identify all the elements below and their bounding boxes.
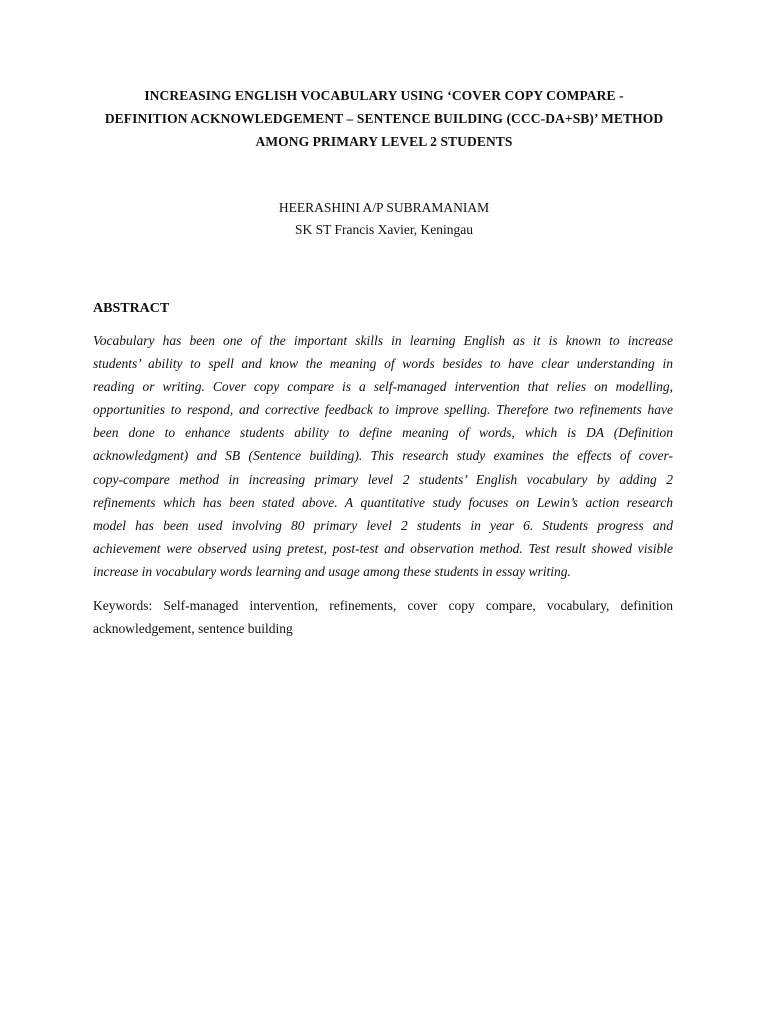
abstract-line: achievement were observed using pretest, post-test and observation method. Test result showed visible (93, 540, 673, 556)
keywords-line: acknowledgement, sentence building (93, 621, 293, 636)
keywords (93, 594, 673, 640)
abstract-line: opportunities to respond, and corrective feedback to improve spelling. Therefore two refinements have (93, 402, 673, 418)
abstract-line: students’ ability to spell and know the meaning of words besides to have clear understanding in (93, 356, 673, 372)
abstract-line: copy-compare method in increasing primary level 2 students’ English vocabulary by adding 2 (93, 471, 673, 487)
author-name: HEERASHINI A/P SUBRAMANIAM (278, 200, 490, 215)
abstract-line: increase in vocabulary words learning and usage among these students in essay writing. (93, 563, 571, 579)
abstract-line: acknowledgment) and SB (Sentence building). This research study examines the effects of cover- (93, 448, 673, 464)
paper-title (80, 84, 688, 153)
abstract-line: been done to enhance students ability to define meaning of words, which is DA (Definition (93, 425, 673, 441)
abstract-heading: ABSTRACT (93, 301, 170, 316)
keywords-line: Keywords: Self-managed intervention, refinements, cover copy compare, vocabulary, definition (93, 598, 673, 613)
abstract-line: model has been used involving 80 primary level 2 students in year 6. Students progress and (93, 517, 673, 533)
abstract-line: refinements which has been stated above. A quantitative study focuses on Lewin’s action research (93, 494, 673, 510)
title-line: AMONG PRIMARY LEVEL 2 STUDENTS (255, 134, 513, 149)
author-affiliation: SK ST Francis Xavier, Keningau (294, 222, 474, 237)
title-line: DEFINITION ACKNOWLEDGEMENT – SENTENCE BUILDING (CCC-DA+SB)’ METHOD (104, 111, 664, 126)
abstract-line: reading or writing. Cover copy compare is a self-managed intervention that relies on modelling, (93, 379, 673, 395)
abstract-line: Vocabulary has been one of the important skills in learning English as it is known to increase (93, 333, 673, 348)
abstract-body (93, 329, 673, 583)
title-line: INCREASING ENGLISH VOCABULARY USING ‘COVER COPY COMPARE - (144, 88, 624, 103)
